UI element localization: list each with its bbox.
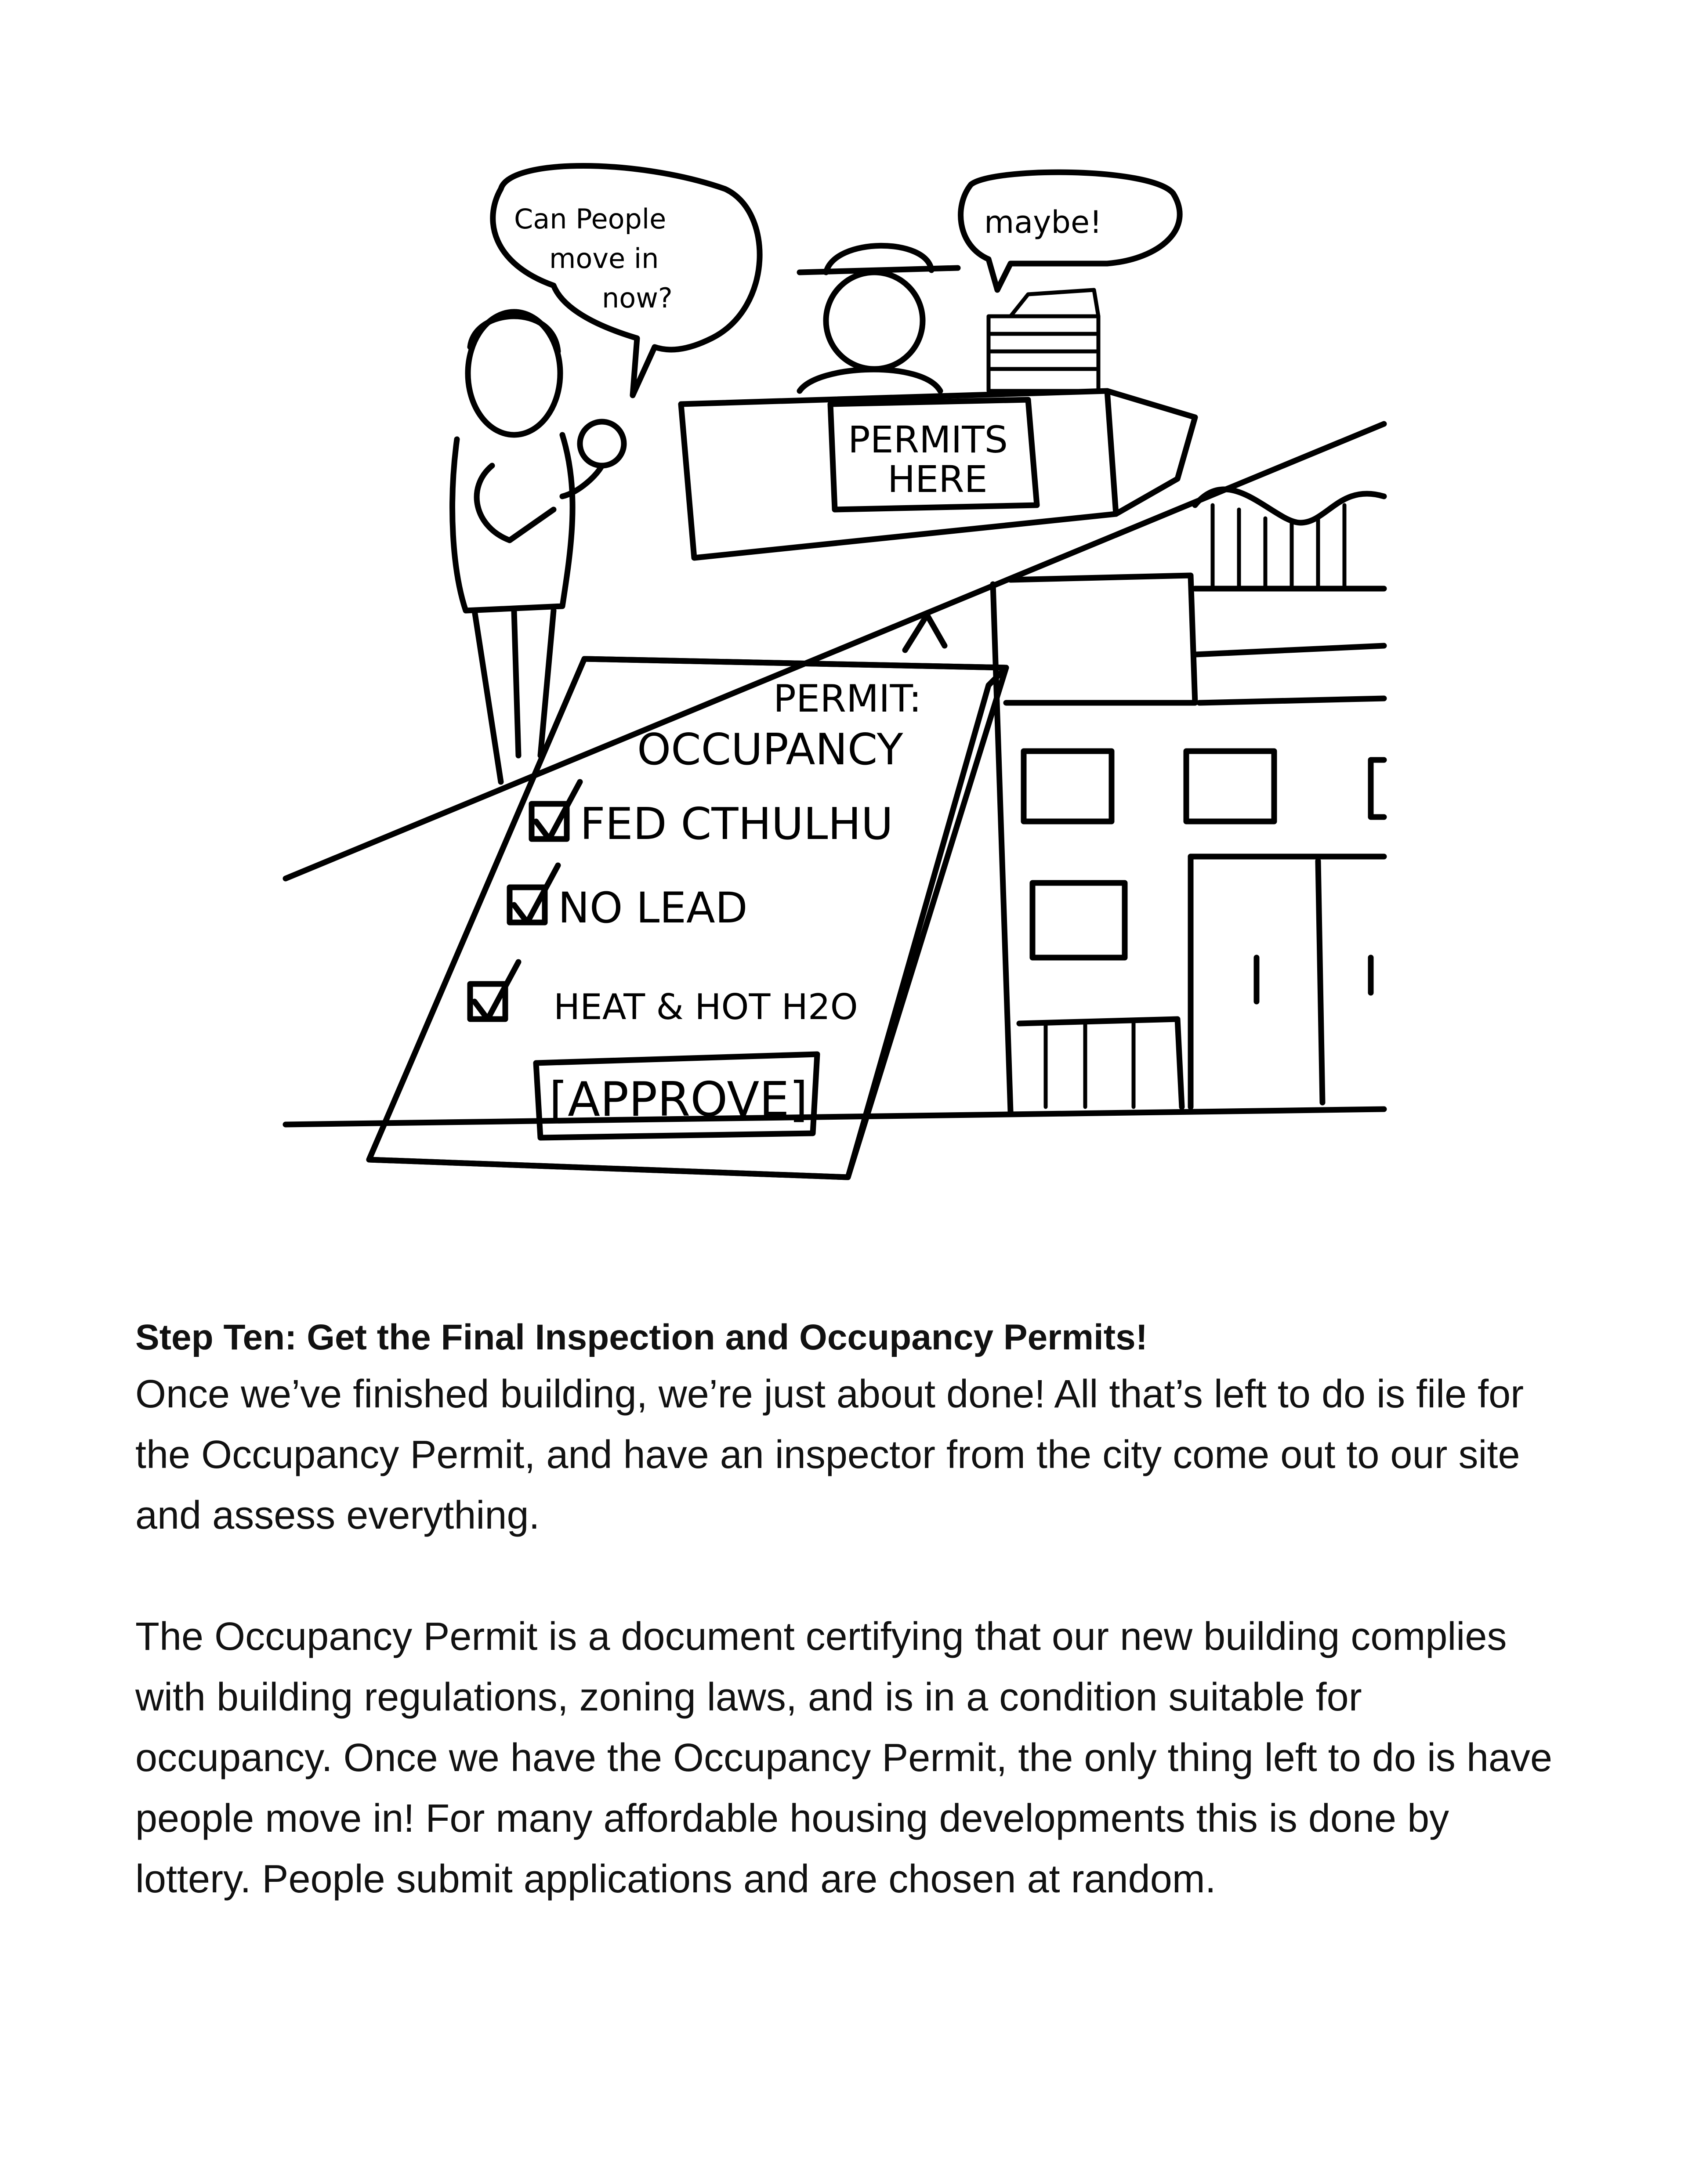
checklist-item-3: HEAT & HOT H2O (554, 987, 858, 1027)
step-text-block (135, 1311, 1568, 1909)
booth-sign-line-1: PERMITS (848, 418, 1008, 461)
occupancy-permit-sheet (369, 659, 1006, 1177)
paragraph-1: Once we’ve finished building, we’re just about done! All that’s left to do is file for the Occupancy Permit, and have an inspector from the city come out to our site and assess everything. (135, 1372, 1524, 1537)
paragraph-spacer (135, 1546, 1568, 1606)
paragraph-2: The Occupancy Permit is a document certifying that our new building complies with building regulations, zoning laws, and is in a condition suitable for occupancy. Once we have the Occupancy Permit, the only thing left to do is have people move in! For many affordable housing developments this is done by lottery. People submit applications and are chosen at random. (135, 1615, 1553, 1901)
checklist-item-2: NO LEAD (558, 883, 748, 933)
bottom-ground-line (286, 1109, 1384, 1125)
speech-bubble-right (961, 172, 1180, 290)
paper-stack (989, 290, 1098, 391)
speech-left-line-3: now? (602, 282, 673, 314)
approve-stamp-text: [APPROVE] (549, 1072, 808, 1127)
buildings-drawing (905, 575, 1384, 1111)
person-figure (453, 312, 624, 782)
permit-title-line-1: PERMIT: (773, 677, 922, 721)
booth-sign-line-2: HERE (887, 458, 988, 501)
speech-bubble-left (493, 166, 760, 396)
speech-right-text: maybe! (984, 204, 1102, 240)
step-heading: Step Ten: Get the Final Inspection and Occupancy Permits! (135, 1317, 1148, 1357)
speech-left-line-1: Can People (514, 203, 667, 235)
bridge-drawing (1195, 489, 1384, 589)
inspector-figure (800, 246, 958, 391)
checklist-item-1: FED CTHULHU (580, 798, 893, 850)
speech-left-line-2: move in (549, 242, 659, 275)
permit-title-line-2: OCCUPANCY (637, 725, 903, 775)
